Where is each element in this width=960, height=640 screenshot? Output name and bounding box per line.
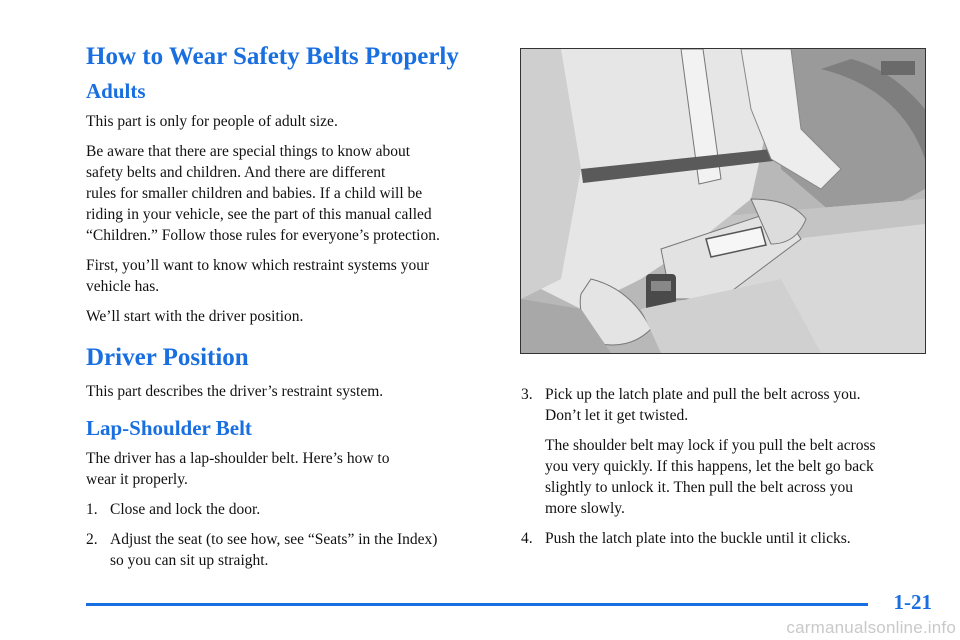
step-number: 4. xyxy=(521,530,533,547)
adults-paragraph-2 xyxy=(86,141,496,246)
footer-rule xyxy=(86,603,868,606)
step-3 xyxy=(521,384,931,426)
text-line: Adjust the seat (to see how, see “Seats” in the Index) xyxy=(110,531,438,548)
driver-paragraph: This part describes the driver’s restraint system. xyxy=(86,383,384,400)
text-line: more slowly. xyxy=(545,500,625,517)
adults-paragraph-4: We’ll start with the driver position. xyxy=(86,308,304,325)
page-number: 1-21 xyxy=(893,590,932,614)
text-line: The driver has a lap-shoulder belt. Here’s how to xyxy=(86,450,390,467)
lap-shoulder-heading: Lap-Shoulder Belt xyxy=(86,416,252,440)
text-line: riding in your vehicle, see the part of this manual called xyxy=(86,206,432,223)
step-3-note xyxy=(545,435,931,519)
step-text: Close and lock the door. xyxy=(110,501,261,518)
step-number: 2. xyxy=(86,531,98,548)
text-line: “Children.” Follow those rules for everyone’s protection. xyxy=(86,227,440,244)
driver-position-heading: Driver Position xyxy=(86,344,249,371)
step-4 xyxy=(521,528,931,549)
lap-shoulder-paragraph xyxy=(86,448,496,490)
safety-belt-illustration xyxy=(520,48,926,354)
text-line: Be aware that there are special things to know about xyxy=(86,143,411,160)
text-line: Pick up the latch plate and pull the belt across you. xyxy=(545,386,861,403)
step-2 xyxy=(86,529,496,571)
adults-paragraph-3 xyxy=(86,255,496,297)
watermark: carmanualsonline.info xyxy=(786,618,956,637)
text-line: vehicle has. xyxy=(86,278,160,295)
step-text xyxy=(545,384,931,426)
text-line: so you can sit up straight. xyxy=(110,552,269,569)
text-line: First, you’ll want to know which restraint systems your xyxy=(86,257,430,274)
adults-heading: Adults xyxy=(86,79,146,103)
adults-paragraph-1: This part is only for people of adult size. xyxy=(86,113,338,130)
text-line: Don’t let it get twisted. xyxy=(545,407,689,424)
text-line: The shoulder belt may lock if you pull the belt across xyxy=(545,437,876,454)
step-number: 1. xyxy=(86,501,98,518)
right-column xyxy=(521,384,931,549)
text-line: safety belts and children. And there are different xyxy=(86,164,386,181)
step-text xyxy=(110,529,496,571)
step-text: Push the latch plate into the buckle until it clicks. xyxy=(545,530,851,547)
step-1 xyxy=(86,499,496,520)
page-title: How to Wear Safety Belts Properly xyxy=(86,43,459,70)
step-number: 3. xyxy=(521,386,533,403)
illustration-svg xyxy=(521,49,925,353)
text-line: rules for smaller children and babies. If a child will be xyxy=(86,185,423,202)
text-line: wear it properly. xyxy=(86,471,188,488)
left-column xyxy=(86,40,496,571)
text-line: you very quickly. If this happens, let the belt go back xyxy=(545,458,874,475)
text-line: slightly to unlock it. Then pull the belt across you xyxy=(545,479,853,496)
